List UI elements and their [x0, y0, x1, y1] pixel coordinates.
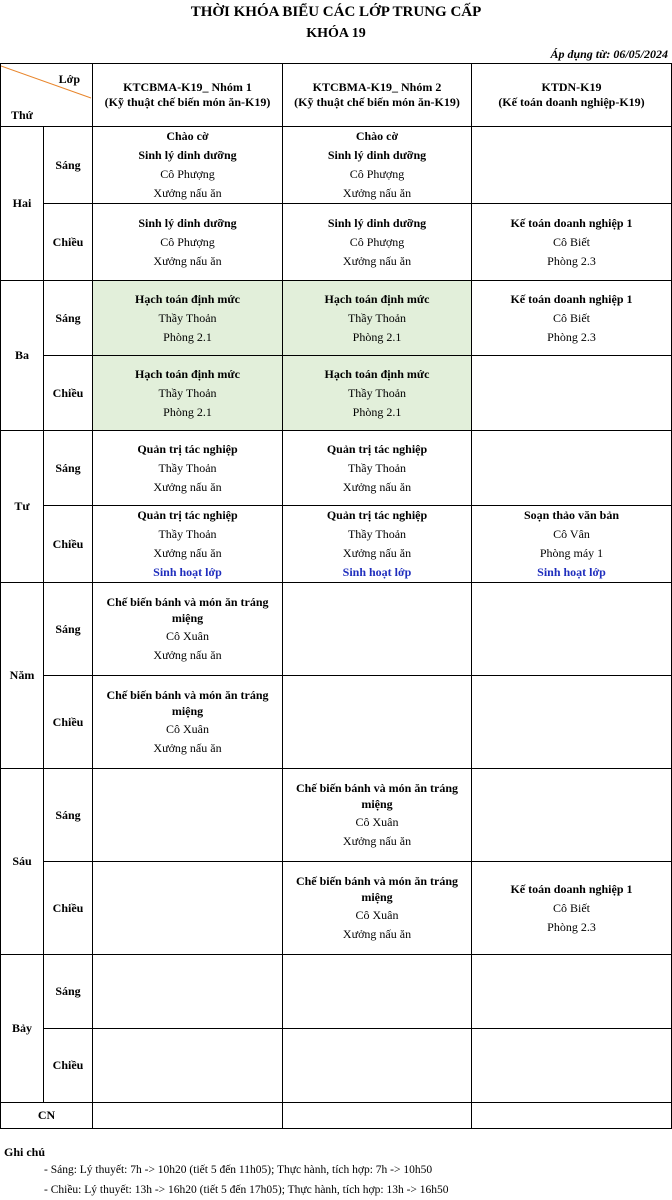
- schedule-cell: [93, 356, 283, 431]
- class-name: (Kỹ thuật chế biến món ăn-K19): [104, 95, 271, 109]
- schedule-row: [1, 127, 672, 204]
- teacher-name: Cô Phượng: [349, 234, 405, 249]
- schedule-cell: [93, 204, 283, 281]
- day-axis-label: Thứ: [11, 108, 33, 122]
- schedule-row: [1, 769, 672, 862]
- room-name: Xưởng nấu ăn: [342, 253, 412, 268]
- schedule-cell: [472, 356, 672, 431]
- sunday-row: [1, 1103, 672, 1129]
- teacher-name: Cô Phượng: [349, 167, 405, 181]
- room-name: Xưởng nấu ăn: [342, 186, 412, 200]
- schedule-cell: [472, 506, 672, 583]
- room-name: Xưởng nấu ăn: [153, 648, 222, 662]
- schedule-cell: [472, 583, 672, 676]
- schedule-cell: [283, 506, 472, 583]
- day-label: Bảy: [1, 955, 44, 1103]
- schedule-cell: [283, 1029, 472, 1103]
- session-label: Sáng: [44, 281, 93, 356]
- subject-name: Chế biến bánh và món ăn tráng miệng: [106, 688, 269, 718]
- schedule-subtitle: KHÓA 19: [306, 26, 366, 41]
- room-name: Phòng 2.1: [352, 329, 402, 344]
- schedule-cell: [472, 1103, 672, 1129]
- room-name: Xưởng nấu ăn: [342, 834, 412, 848]
- schedule-cell: [472, 281, 672, 356]
- session-label: Sáng: [44, 127, 93, 204]
- teacher-name: Cô Biết: [552, 234, 590, 249]
- day-label: Năm: [1, 583, 44, 769]
- subject-name: Quản trị tác nghiệp: [326, 508, 428, 522]
- session-label: Chiều: [44, 356, 93, 431]
- schedule-row: [1, 281, 672, 356]
- schedule-cell: [283, 583, 472, 676]
- room-name: Xưởng nấu ăn: [342, 927, 412, 941]
- room-name: Phòng 2.1: [352, 404, 402, 419]
- class-code: KTCBMA-K19_ Nhóm 1: [123, 80, 252, 94]
- room-name: Xưởng nấu ăn: [342, 479, 412, 494]
- class-code: KTCBMA-K19_ Nhóm 2: [312, 80, 442, 94]
- schedule-row: [1, 583, 672, 676]
- flag-ceremony: Chào cờ: [166, 129, 209, 143]
- note-afternoon: - Chiều: Lý thuyết: 13h -> 16h20 (tiết 5 đến 17h05); Thực hành, tích hợp: 13h -> 16h50: [44, 1184, 449, 1196]
- teacher-name: Cô Vân: [553, 527, 590, 541]
- session-label: Sáng: [44, 769, 93, 862]
- room-name: Xưởng nấu ăn: [153, 479, 222, 494]
- teacher-name: Cô Xuân: [166, 722, 209, 736]
- room-name: Phòng 2.3: [547, 253, 596, 268]
- teacher-name: Thầy Thoản: [158, 310, 217, 325]
- room-name: Xưởng nấu ăn: [342, 546, 412, 560]
- subject-name: Sinh lý dinh dưỡng: [138, 215, 237, 230]
- class-activity: Sinh hoạt lớp: [537, 565, 606, 579]
- schedule-cell: [283, 955, 472, 1029]
- subject-name: Quản trị tác nghiệp: [137, 441, 238, 456]
- schedule-cell: [93, 127, 283, 204]
- schedule-cell: [283, 356, 472, 431]
- day-label: Sáu: [1, 769, 44, 955]
- schedule-cell: [283, 769, 472, 862]
- class-header-2: [283, 64, 472, 127]
- subject-name: Kế toán doanh nghiệp 1: [510, 881, 633, 896]
- applied-date: Áp dụng từ: 06/05/2024: [550, 47, 668, 61]
- schedule-cell: [472, 862, 672, 955]
- schedule-cell: [93, 281, 283, 356]
- room-name: Phòng 2.3: [547, 919, 596, 934]
- schedule-title: THỜI KHÓA BIỂU CÁC LỚP TRUNG CẤP: [190, 4, 482, 20]
- schedule-cell: [283, 127, 472, 204]
- teacher-name: Thầy Thoản: [347, 385, 407, 400]
- schedule-cell: [283, 281, 472, 356]
- class-header-1: [93, 64, 283, 127]
- teacher-name: Thầy Thoản: [347, 460, 407, 475]
- session-label: Chiều: [44, 1029, 93, 1103]
- class-activity: Sinh hoạt lớp: [153, 565, 222, 579]
- day-label: Ba: [1, 281, 44, 431]
- teacher-name: Cô Xuân: [166, 629, 209, 643]
- subject-name: Quản trị tác nghiệp: [326, 441, 428, 456]
- schedule-cell: [93, 676, 283, 769]
- note-morning: - Sáng: Lý thuyết: 7h -> 10h20 (tiết 5 đến 11h05); Thực hành, tích hợp: 7h -> 10h50: [44, 1164, 433, 1176]
- schedule-cell: [93, 769, 283, 862]
- subject-name: Sinh lý dinh dưỡng: [327, 148, 427, 162]
- schedule-cell: [93, 506, 283, 583]
- subject-name: Hạch toán định mức: [135, 366, 240, 381]
- schedule-cell: [283, 676, 472, 769]
- day-label: Tư: [1, 431, 44, 583]
- header-row: [1, 64, 672, 127]
- schedule-row: [1, 676, 672, 769]
- schedule-cell: [283, 204, 472, 281]
- sunday-label: CN: [1, 1103, 93, 1129]
- room-name: Phòng 2.1: [163, 404, 212, 419]
- schedule-row: [1, 506, 672, 583]
- room-name: Xưởng nấu ăn: [153, 186, 222, 200]
- teacher-name: Cô Xuân: [355, 908, 399, 922]
- schedule-cell: [93, 1029, 283, 1103]
- session-label: Chiều: [44, 204, 93, 281]
- teacher-name: Thầy Thoản: [158, 385, 217, 400]
- schedule-cell: [472, 431, 672, 506]
- schedule-row: [1, 204, 672, 281]
- schedule-cell: [472, 676, 672, 769]
- subject-name: Hạch toán định mức: [135, 291, 240, 306]
- subject-name: Kế toán doanh nghiệp 1: [510, 291, 633, 306]
- schedule-cell: [472, 204, 672, 281]
- schedule-cell: [472, 955, 672, 1029]
- session-label: Chiều: [44, 862, 93, 955]
- notes-title: Ghi chú: [4, 1145, 46, 1159]
- subject-name: Quản trị tác nghiệp: [137, 508, 238, 522]
- teacher-name: Cô Biết: [552, 900, 590, 915]
- subject-name: Chế biến bánh và món ăn tráng miệng: [295, 781, 459, 811]
- subject-name: Chế biến bánh và món ăn tráng miệng: [106, 595, 269, 625]
- session-label: Chiều: [44, 506, 93, 583]
- class-activity: Sinh hoạt lớp: [342, 565, 412, 579]
- day-label: Hai: [1, 127, 44, 281]
- session-label: Sáng: [44, 955, 93, 1029]
- schedule-cell: [93, 583, 283, 676]
- class-name: (Kế toán doanh nghiệp-K19): [498, 95, 645, 109]
- subject-name: Chế biến bánh và món ăn tráng miệng: [295, 874, 459, 904]
- schedule-cell: [472, 769, 672, 862]
- class-header-3: [472, 64, 672, 127]
- subject-name: Sinh lý dinh dưỡng: [138, 148, 237, 162]
- schedule-cell: [93, 862, 283, 955]
- schedule-row: [1, 862, 672, 955]
- class-name: (Kỹ thuật chế biến món ăn-K19): [294, 95, 460, 109]
- room-name: Phòng 2.1: [163, 329, 212, 344]
- class-code: KTDN-K19: [541, 80, 602, 94]
- teacher-name: Thầy Thoản: [158, 460, 217, 475]
- room-name: Xưởng nấu ăn: [153, 253, 222, 268]
- teacher-name: Cô Phượng: [160, 234, 215, 249]
- subject-name: Hạch toán định mức: [324, 366, 430, 381]
- schedule-cell: [93, 431, 283, 506]
- teacher-name: Thầy Thoản: [347, 310, 407, 325]
- room-name: Phòng 2.3: [547, 329, 596, 344]
- teacher-name: Cô Biết: [552, 310, 590, 325]
- schedule-cell: [93, 955, 283, 1029]
- schedule-cell: [93, 1103, 283, 1129]
- teacher-name: Cô Xuân: [355, 815, 399, 829]
- room-name: Phòng máy 1: [539, 546, 604, 560]
- session-label: Sáng: [44, 431, 93, 506]
- schedule-row: [1, 431, 672, 506]
- schedule-row: [1, 955, 672, 1029]
- room-name: Xưởng nấu ăn: [153, 546, 222, 560]
- class-axis-label: Lớp: [58, 72, 80, 86]
- schedule-row: [1, 1029, 672, 1103]
- schedule-cell: [283, 431, 472, 506]
- timetable: [0, 63, 672, 1129]
- teacher-name: Thầy Thoản: [158, 527, 217, 541]
- subject-name: Sinh lý dinh dưỡng: [327, 215, 427, 230]
- session-label: Sáng: [44, 583, 93, 676]
- schedule-cell: [283, 862, 472, 955]
- teacher-name: Thầy Thoản: [347, 527, 407, 541]
- schedule-cell: [472, 1029, 672, 1103]
- schedule-row: [1, 356, 672, 431]
- schedule-cell: [472, 127, 672, 204]
- teacher-name: Cô Phượng: [160, 167, 215, 181]
- room-name: Xưởng nấu ăn: [153, 741, 222, 755]
- subject-name: Hạch toán định mức: [324, 291, 430, 306]
- corner-cell: [1, 64, 93, 127]
- subject-name: Kế toán doanh nghiệp 1: [510, 215, 633, 230]
- session-label: Chiều: [44, 676, 93, 769]
- subject-name: Soạn thảo văn bản: [523, 508, 620, 522]
- schedule-cell: [283, 1103, 472, 1129]
- flag-ceremony: Chào cờ: [355, 129, 399, 143]
